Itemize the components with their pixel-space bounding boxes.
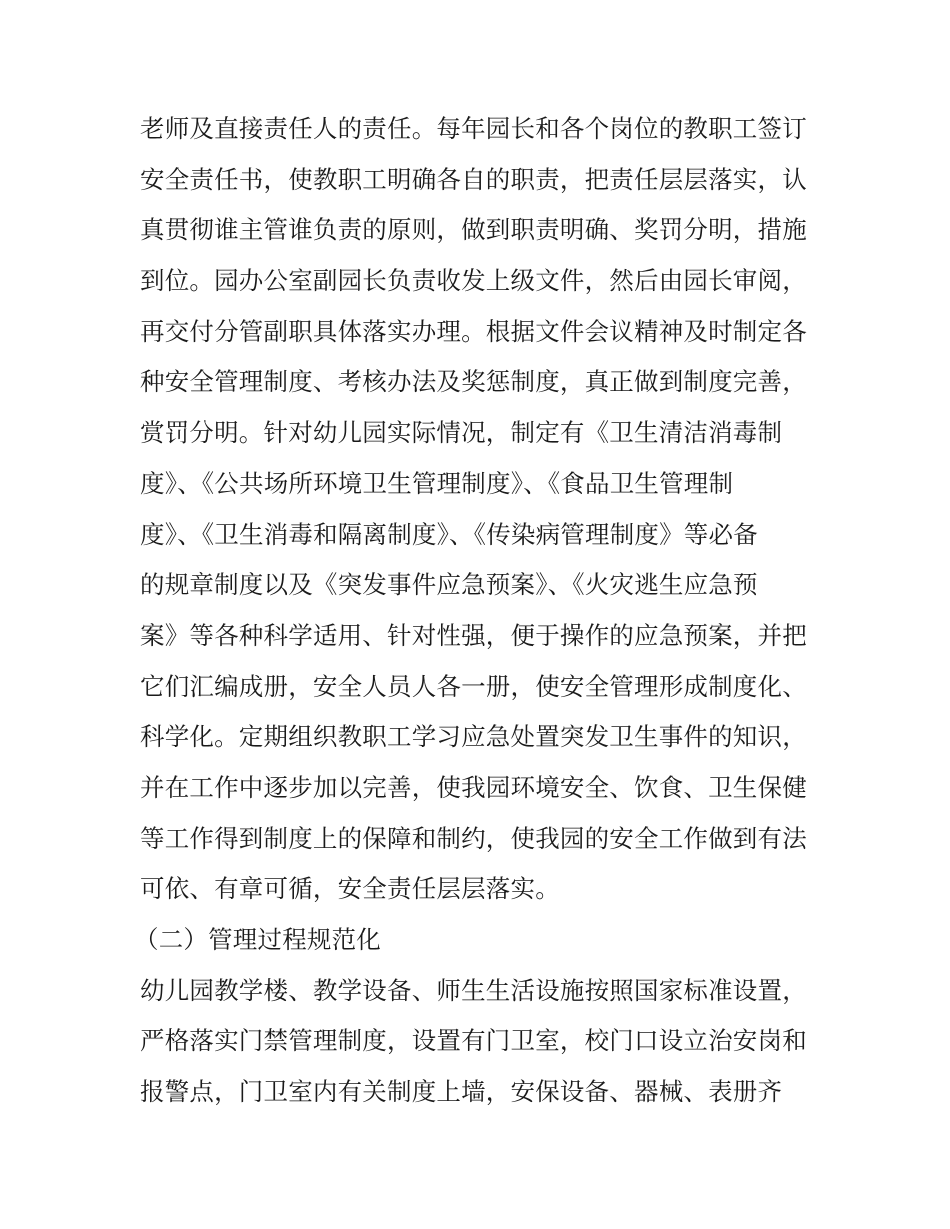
- text-line: 它们汇编成册，安全人员人各一册，使安全管理形成制度化、: [140, 671, 807, 701]
- text-line: 等工作得到制度上的保障和制约，使我园的安全工作做到有法: [140, 823, 807, 853]
- text-line: 赏罚分明。针对幼儿园实际情况，制定有《卫生清洁消毒制: [140, 418, 783, 448]
- text-line: 老师及直接责任人的责任。每年园长和各个岗位的教职工签订: [140, 114, 807, 143]
- text-line: 科学化。定期组织教职工学习应急处置突发卫生事件的知识，: [140, 722, 807, 752]
- text-line: 的规章制度以及《突发事件应急预案》、《火灾逃生应急预: [140, 570, 758, 600]
- text-line: 到位。园办公室副园长负责收发上级文件，然后由园长审阅，: [140, 266, 807, 296]
- body-text: [134, 104, 830, 1118]
- text-line: 可依、有章可循，安全责任层层落实。: [140, 874, 560, 904]
- text-line: 严格落实门禁管理制度，设置有门卫室，校门口设立治安岗和: [140, 1026, 807, 1056]
- text-line: 案》等各种科学适用、针对性强，便于操作的应急预案，并把: [140, 620, 807, 650]
- text-line: 度》、《卫生消毒和隔离制度》、《传染病管理制度》等必备: [140, 519, 758, 549]
- section-heading: （二）管理过程规范化: [134, 925, 381, 954]
- text-line: 真贯彻谁主管谁负责的原则，做到职责明确、奖罚分明，措施: [140, 215, 807, 245]
- text-line: 种安全管理制度、考核办法及奖惩制度，真正做到制度完善，: [140, 367, 807, 397]
- text-line: 度》、《公共场所环境卫生管理制度》、《食品卫生管理制: [140, 468, 734, 498]
- text-line: 并在工作中逐步加以完善，使我园环境安全、饮食、卫生保健: [140, 772, 807, 802]
- text-line: 安全责任书，使教职工明确各自的职责，把责任层层落实，认: [140, 164, 807, 194]
- text-line: 幼儿园教学楼、教学设备、师生生活设施按照国家标准设置，: [140, 975, 807, 1005]
- text-line: 再交付分管副职具体落实办理。根据文件会议精神及时制定各: [140, 316, 807, 346]
- text-line: 报警点，门卫室内有关制度上墙，安保设备、器械、表册齐: [140, 1077, 783, 1107]
